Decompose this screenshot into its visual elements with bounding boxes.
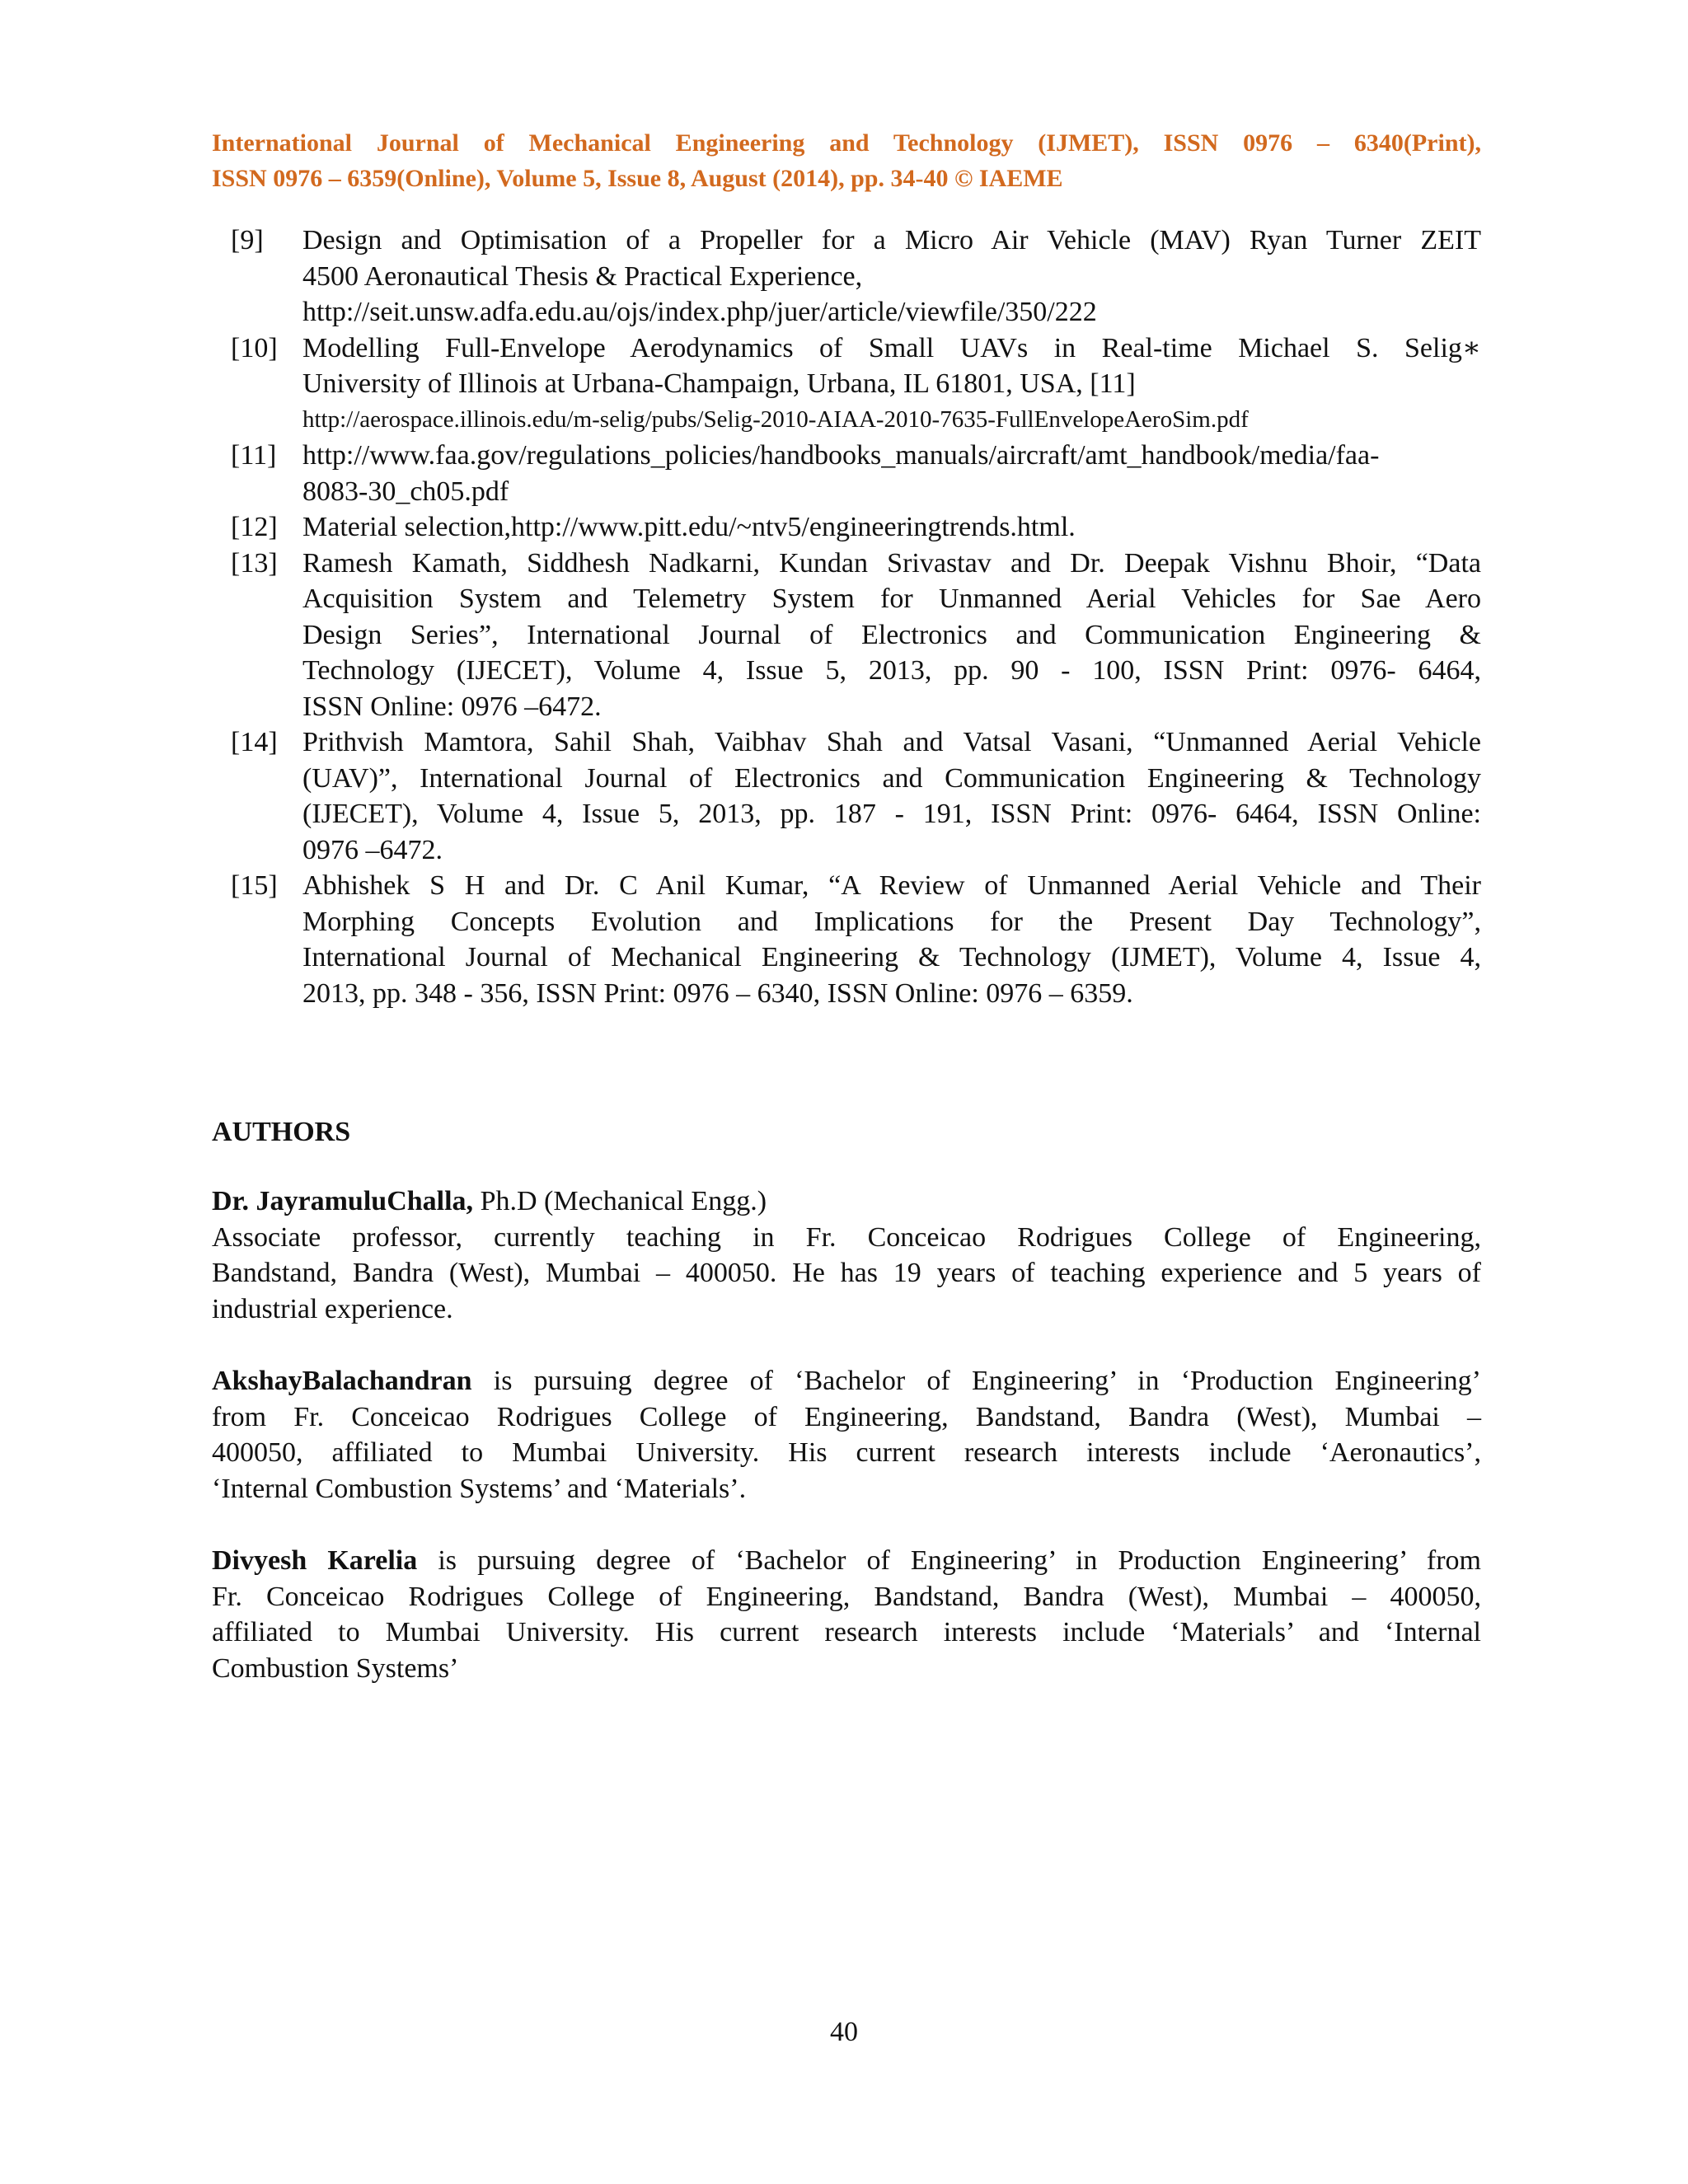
reference-text xyxy=(302,509,1481,546)
reference-item xyxy=(231,330,1481,438)
author-bio-line: industrial experience. xyxy=(212,1293,453,1324)
reference-line: Abhishek S H and Dr. C Anil Kumar, “A Review of Unmanned Aerial Vehicle and Their xyxy=(302,870,1481,901)
reference-line: Design and Optimisation of a Propeller for a Micro Air Vehicle (MAV) Ryan Turner ZEIT xyxy=(302,225,1481,255)
reference-number: [14] xyxy=(231,727,278,757)
author-bio-line: is pursuing degree of ‘Bachelor of Engineering’ in Production Engineering’ from xyxy=(417,1545,1482,1576)
reference-number: [10] xyxy=(231,332,278,363)
author-bio xyxy=(212,1543,1481,1686)
reference-item xyxy=(231,546,1481,725)
reference-line: Material selection,http://www.pitt.edu/~ntv5/engineeringtrends.html. xyxy=(302,512,1076,542)
reference-number: [12] xyxy=(231,512,278,542)
reference-list xyxy=(231,223,1481,1011)
reference-line: (IJECET), Volume 4, Issue 5, 2013, pp. 187 - 191, ISSN Print: 0976- 6464, ISSN Online: xyxy=(302,799,1481,829)
author-bio xyxy=(212,1183,1481,1327)
authors-heading: AUTHORS xyxy=(212,1117,351,1147)
reference-link[interactable]: http://www.faa.gov/regulations_policies/handbooks_manuals/aircraft/amt_handbook/media/faa- xyxy=(302,440,1380,471)
reference-item xyxy=(231,724,1481,868)
reference-text xyxy=(302,546,1481,725)
author-bio-line: Bandstand, Bandra (West), Mumbai – 400050. He has 19 years of teaching experience and 5 years of xyxy=(212,1258,1481,1288)
author-bio-line: Fr. Conceicao Rodrigues College of Engineering, Bandstand, Bandra (West), Mumbai – 400050, xyxy=(212,1581,1481,1612)
reference-line: (UAV)”, International Journal of Electronics and Communication Engineering & Technology xyxy=(302,762,1481,794)
reference-item xyxy=(231,223,1481,330)
reference-number: [15] xyxy=(231,870,278,901)
reference-line: Technology (IJECET), Volume 4, Issue 5, 2013, pp. 90 - 100, ISSN Print: 0976- 6464, xyxy=(302,655,1481,686)
reference-text xyxy=(302,724,1481,868)
reference-line: Morphing Concepts Evolution and Implications for the Present Day Technology”, xyxy=(302,906,1481,937)
reference-line: Design Series”, International Journal of Electronics and Communication Engineering & xyxy=(302,619,1481,650)
author-bio-line: Ph.D (Mechanical Engg.) xyxy=(473,1186,767,1216)
reference-line: 2013, pp. 348 - 356, ISSN Print: 0976 – 6340, ISSN Online: 0976 – 6359. xyxy=(302,977,1133,1009)
reference-number: [13] xyxy=(231,547,278,579)
reference-text xyxy=(302,223,1481,330)
author-name: Dr. JayramuluChalla, xyxy=(212,1186,474,1216)
author-bio-line: is pursuing degree of ‘Bachelor of Engineering’ in ‘Production Engineering’ xyxy=(471,1366,1481,1396)
reference-line: University of Illinois at Urbana-Champaign, Urbana, IL 61801, USA, [11] xyxy=(302,368,1136,399)
page-number: 40 xyxy=(830,2017,858,2047)
journal-header xyxy=(212,125,1481,196)
author-bio-line: Combustion Systems’ xyxy=(212,1652,459,1684)
reference-line: Ramesh Kamath, Siddhesh Nadkarni, Kundan Srivastav and Dr. Deepak Vishnu Bhoir, “Data xyxy=(302,547,1481,579)
reference-text xyxy=(302,438,1481,509)
reference-line: Prithvish Mamtora, Sahil Shah, Vaibhav Shah and Vatsal Vasani, “Unmanned Aerial Vehicle xyxy=(302,727,1481,757)
header-line-2: ISSN 0976 – 6359(Online), Volume 5, Issue 8, August (2014), pp. 34-40 © IAEME xyxy=(212,165,1063,192)
author-bio-line: ‘Internal Combustion Systems’ and ‘Materials’. xyxy=(212,1473,747,1504)
reference-item xyxy=(231,438,1481,509)
author-name: AkshayBalachandran xyxy=(212,1366,472,1396)
author-name: Divyesh Karelia xyxy=(212,1545,418,1576)
author-bio-line: 400050, affiliated to Mumbai University. His current research interests include ‘Aeronautics’, xyxy=(212,1437,1481,1468)
reference-item xyxy=(231,868,1481,1011)
author-bio-line: from Fr. Conceicao Rodrigues College of Engineering, Bandstand, Bandra (West), Mumbai – xyxy=(212,1401,1481,1432)
reference-item xyxy=(231,509,1481,546)
reference-link[interactable]: http://aerospace.illinois.edu/m-selig/pubs/Selig-2010-AIAA-2010-7635-FullEnvelopeAeroSim.pdf xyxy=(302,405,1249,433)
reference-number: [11] xyxy=(231,440,277,471)
reference-line: ISSN Online: 0976 –6472. xyxy=(302,691,602,722)
reference-text xyxy=(302,330,1481,438)
reference-text xyxy=(302,868,1481,1011)
author-bio xyxy=(212,1363,1481,1507)
reference-line: International Journal of Mechanical Engineering & Technology (IJMET), Volume 4, Issue 4, xyxy=(302,942,1481,972)
reference-link[interactable]: http://seit.unsw.adfa.edu.au/ojs/index.php/juer/article/viewfile/350/222 xyxy=(302,297,1097,327)
author-bio-line: Associate professor, currently teaching in Fr. Conceicao Rodrigues College of Engineering, xyxy=(212,1221,1481,1253)
reference-line: Modelling Full-Envelope Aerodynamics of Small UAVs in Real-time Michael S. Selig∗ xyxy=(302,332,1481,363)
reference-line: Acquisition System and Telemetry System for Unmanned Aerial Vehicles for Sae Aero xyxy=(302,583,1481,614)
author-bio-line: affiliated to Mumbai University. His current research interests include ‘Materials’ and ‘Internal xyxy=(212,1617,1481,1647)
reference-line: 0976 –6472. xyxy=(302,834,443,865)
reference-number: [9] xyxy=(231,225,264,255)
reference-line: 4500 Aeronautical Thesis & Practical Experience, xyxy=(302,260,863,292)
header-line-1: International Journal of Mechanical Engineering and Technology (IJMET), ISSN 0976 – 6340(Print), xyxy=(212,129,1481,157)
reference-link[interactable]: 8083-30_ch05.pdf xyxy=(302,476,509,507)
